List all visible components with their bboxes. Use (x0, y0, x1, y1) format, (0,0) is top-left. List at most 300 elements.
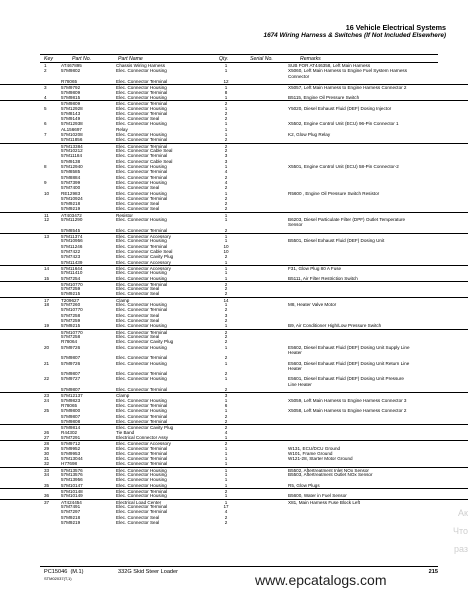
part-name: Elec. Connector Seal (116, 318, 160, 323)
side-watermark-2: Что (452, 526, 468, 536)
quantity: 6 (224, 403, 228, 408)
footer-title: 332G Skid Steer Loader (118, 569, 179, 575)
row-key: 11 (44, 212, 49, 218)
quantity: 3 (224, 158, 228, 164)
row-key: 31 (44, 456, 50, 462)
part-name: Elec. Connector Housing (116, 275, 167, 281)
part-name: Elec. Connector Housing (116, 477, 167, 483)
row-key: 6 (44, 121, 47, 127)
part-number: 57M10956 (61, 238, 83, 244)
quantity: 1 (224, 408, 228, 414)
part-name: Elec. Connector Terminal (116, 227, 168, 233)
part-number: 57M13956 (61, 477, 83, 483)
part-name: Clamp (116, 297, 130, 303)
part-name: Elec. Connector Cavity Plug (116, 339, 174, 345)
section-title: 16 Vehicle Electrical Systems (345, 23, 446, 32)
part-number: 57M9807 (61, 413, 81, 419)
row-key: 4 (44, 94, 47, 100)
part-name: Elec. Connector Terminal (116, 445, 168, 451)
quantity: 1 (224, 121, 228, 127)
part-number: 57M11439 (61, 259, 83, 265)
part-name: Elec. Connector Housing (116, 179, 167, 185)
quantity: 1 (224, 456, 228, 462)
remarks: Y5020, Diesel Exhaust Fluid (DEF) Dosing Injector (288, 105, 392, 111)
col-part-name: Part Name (118, 56, 143, 62)
part-name: Elec. Connector Housing (116, 68, 167, 74)
part-number: 57M8143 (61, 110, 81, 116)
quantity: 2 (224, 371, 228, 377)
part-name: Elec. Connector Housing (116, 323, 167, 329)
quantity: 1 (224, 434, 228, 440)
part-number: 57M9800 (61, 408, 81, 414)
part-number: 57M9727 (61, 376, 81, 382)
remarks: R5600 , Engine Oil Pressure Switch Resistor (288, 190, 380, 196)
quantity: 2 (224, 201, 228, 207)
part-name: Elec. Connector Accessory (116, 265, 171, 271)
remarks: B5501, Diesel Exhaust Fluid (DEF) Dosing Unit (288, 238, 385, 244)
part-number: 57M10770 (61, 329, 83, 335)
quantity: 3 (224, 393, 228, 399)
part-name: Elec. Connector Housing (116, 493, 167, 499)
part-number: 57M11644 (61, 265, 83, 271)
part-number: 57M9712 (61, 441, 81, 447)
page-footer (0, 566, 468, 590)
row-key: 29 (44, 445, 50, 451)
part-number: 57M7291 (61, 434, 81, 440)
part-number: 57M7258 (61, 333, 81, 339)
col-remarks: Remarks (300, 56, 321, 62)
quantity: 8 (224, 89, 228, 95)
part-number: 57M12938 (61, 121, 83, 127)
part-number: R78065 (61, 403, 78, 408)
remarks: Heater (288, 365, 302, 371)
parts-table (0, 63, 468, 525)
remarks: E5601, Diesel Exhaust Fluid (DEF) Dosing Unit Pressure (288, 376, 404, 382)
part-number: AT424454 (61, 499, 82, 505)
quantity: 2 (224, 101, 228, 107)
row-key: 14 (44, 265, 50, 271)
part-number: R44302 (61, 429, 78, 435)
part-name: Elec. Connector Terminal (116, 418, 168, 424)
part-number: 57M7400 (61, 185, 81, 191)
part-name: Elec. Connector Housing (116, 163, 167, 169)
row-key: 19 (44, 323, 50, 329)
part-name: Elec. Connector Terminal (116, 153, 168, 159)
part-name: Elec. Connector Terminal (116, 143, 168, 149)
quantity: 2 (224, 441, 228, 447)
part-number: 57M10208 (61, 132, 83, 138)
quantity: 2 (224, 318, 228, 323)
part-name: Elec. Connector Housing (116, 238, 167, 244)
remarks: B6203, Diesel Particulate Filter (DPF) Outlet Temperature (288, 217, 406, 223)
part-name: Elec. Connector Housing (116, 302, 167, 308)
remarks: B5600, Water in Fuel Sensor (288, 493, 347, 499)
part-name: Elec. Connector Cavity Plug (116, 254, 174, 260)
part-number: 57M10924 (61, 195, 83, 201)
part-name: Elec. Connector Terminal (116, 355, 168, 361)
part-number: 57M9809 (61, 101, 81, 107)
quantity: 1 (224, 238, 228, 244)
part-number: 57M11410 (61, 270, 83, 276)
part-number: 57M10148 (61, 489, 83, 494)
quantity: 1 (224, 467, 228, 473)
row-key: 9 (44, 179, 47, 185)
remarks: W101, Frame Ground (288, 450, 333, 456)
quantity: 1 (224, 397, 228, 403)
quantity: 2 (224, 291, 228, 297)
row-key: 36 (44, 493, 50, 499)
part-number: 57M9215 (61, 323, 81, 329)
part-number: 57M13044 (61, 456, 83, 462)
part-number: 57M9953 (61, 450, 81, 456)
quantity: 10 (223, 243, 229, 249)
part-name: Resistor (116, 212, 133, 218)
remarks: B5111, Air Filter Restriction Switch (288, 275, 358, 281)
remarks: X5501, Engine Control Unit (ECU) 58-Pin Connector-2 (288, 163, 399, 169)
quantity: 1 (224, 472, 228, 478)
part-number: 57M7259 (61, 286, 81, 292)
quantity: 2 (224, 174, 228, 180)
part-number: 57M10212 (61, 148, 83, 153)
part-name: Elec. Connector Terminal (116, 137, 168, 143)
part-name: Elec. Connector Housing (116, 217, 167, 223)
part-name: Elec. Connector Seal (116, 286, 160, 292)
quantity: 10 (223, 248, 229, 254)
part-number: 57M9149 (61, 116, 81, 122)
part-number: 57M9218 (61, 514, 81, 520)
row-key: 28 (44, 441, 50, 447)
part-name: Elec. Connector Seal (116, 514, 160, 520)
part-name: Elec. Connector Terminal (116, 403, 168, 408)
quantity: 1 (224, 132, 228, 138)
part-name: Elec. Connector Terminal (116, 503, 168, 509)
part-name: Elec. Connector Cable Seal (116, 148, 173, 153)
part-number: 57M11290 (61, 217, 83, 223)
quantity: 2 (224, 185, 228, 191)
part-name: Elec. Connector Terminal (116, 89, 168, 95)
quantity: 1 (224, 234, 228, 239)
part-number: 57M9792 (61, 85, 81, 91)
remarks: M8, Heater Valve Motor (288, 302, 337, 308)
quantity: 4 (224, 509, 228, 515)
part-number: AT467895 (61, 63, 82, 68)
part-number: 57M8545 (61, 227, 81, 233)
quantity: 2 (224, 116, 228, 122)
part-name: Elec. Connector Terminal (116, 243, 168, 249)
part-name: Elec. Connector Terminal (116, 371, 168, 377)
part-name: Chassis Wiring Harness (116, 63, 166, 68)
part-number: 57M12940 (61, 163, 83, 169)
quantity: 17 (223, 503, 229, 509)
part-number: 57M8585 (61, 169, 81, 175)
quantity: 4 (224, 429, 228, 435)
part-number: 57M12137 (61, 393, 83, 399)
quantity: 4 (224, 179, 228, 185)
part-name: Electrical Load Center (116, 499, 162, 505)
col-serial-no: Serial No. (250, 56, 273, 62)
remarks: Heater (288, 349, 302, 355)
remarks: W121-28, Starter Motor Ground (288, 456, 353, 462)
row-key: 20 (44, 344, 50, 350)
remarks: SUB FOR AT446358, Left Main Harness (288, 63, 371, 68)
part-number: H77698 (61, 461, 78, 467)
part-number: 57M9215 (61, 291, 81, 297)
quantity: 2 (224, 254, 228, 260)
site-watermark: www.epcatalogs.com (255, 572, 387, 588)
quantity: 12 (223, 78, 229, 84)
part-name: Elec. Connector Cable Seal (116, 158, 173, 164)
remarks: F31, Glow Plug 80 A Fuse (288, 265, 342, 271)
quantity: 1 (224, 265, 228, 271)
part-name: Elec. Connector Housing (116, 105, 167, 111)
part-name: Elec. Connector Terminal (116, 78, 168, 84)
quantity: 1 (224, 302, 228, 308)
row-key: 23 (44, 393, 50, 399)
quantity: 2 (224, 514, 228, 520)
row-key: 27 (44, 434, 50, 440)
part-number: 57M11856 (61, 137, 83, 143)
quantity: 1 (224, 68, 228, 74)
quantity: 2 (224, 206, 228, 212)
subsection-title: 1674 Wiring Harness & Switches (If Not Included Elsewhere) (263, 32, 446, 39)
part-name: Elec. Connector Housing (116, 132, 167, 138)
col-part-no: Part No. (72, 56, 92, 62)
quantity: 2 (224, 413, 228, 419)
remarks: X5057, Left Main Harness to Engine Harness Connector 2 (288, 85, 407, 91)
part-number: 57M9138 (61, 158, 81, 164)
row-key: 3 (44, 85, 47, 91)
part-number: 57M7422 (61, 248, 81, 254)
part-name: Elec. Connector Housing (116, 360, 167, 366)
quantity: 3 (224, 153, 228, 159)
part-number: 57M8884 (61, 174, 81, 180)
part-number: 57M7297 (61, 509, 81, 515)
part-name: Elec. Connector Seal (116, 312, 160, 318)
part-name: Elec. Connector Terminal (116, 456, 168, 462)
part-number: 57M11374 (61, 234, 83, 239)
part-name: Clamp (116, 393, 130, 399)
quantity: 1 (224, 63, 228, 68)
part-number: 57M7254 (61, 275, 81, 281)
quantity: 1 (224, 482, 228, 488)
row-key: 15 (44, 275, 50, 281)
part-number: 57M9823 (61, 397, 81, 403)
part-name: Elec. Connector Housing (116, 376, 167, 382)
quantity: 2 (224, 227, 228, 233)
part-name: Elec. Connector Terminal (116, 110, 168, 116)
row-key: 32 (44, 461, 50, 467)
part-number: 57M9809 (61, 89, 81, 95)
part-number: 57M9807 (61, 387, 81, 393)
part-name: Elec. Connector Housing (116, 190, 167, 196)
remarks: Line Heater (288, 381, 312, 387)
part-number: 57M13576 (61, 467, 83, 473)
part-number: 57M7423 (61, 254, 81, 260)
part-name: Relay (116, 126, 128, 132)
quantity: 1 (224, 450, 228, 456)
part-name: Electrical Connector Assy (116, 434, 169, 440)
part-number: 57M7258 (61, 312, 81, 318)
quantity: 4 (224, 169, 228, 175)
row-key: 2 (44, 68, 47, 74)
part-name: Elec. Connector Housing (116, 121, 167, 127)
quantity: 1 (224, 126, 228, 132)
part-name: Elec. Connector Housing (116, 344, 167, 350)
part-number: R78064 (61, 339, 78, 345)
part-number: 57M12928 (61, 105, 83, 111)
part-number: 57M7399 (61, 179, 81, 185)
row-key: 1 (44, 63, 47, 68)
footer-catalog: PC15046 (M.1) (44, 569, 84, 575)
quantity: 1 (224, 94, 228, 100)
quantity: 2 (224, 148, 228, 153)
part-number: 57M9726 (61, 344, 81, 350)
part-name: Elec. Connector Accessory (116, 441, 171, 447)
part-name: Elec. Connector Terminal (116, 461, 168, 467)
part-number: 57M7260 (61, 302, 81, 308)
part-number: 57M9815 (61, 94, 81, 100)
part-name: Elec. Connector Accessory (116, 259, 171, 265)
quantity: 1 (224, 259, 228, 265)
row-key: 7 (44, 132, 47, 138)
part-name: Elec. Connector Terminal (116, 413, 168, 419)
part-number: 57M9802 (61, 68, 81, 74)
part-name: Elec. Connector Housing (116, 397, 167, 403)
header-rule (40, 54, 438, 55)
page-header (264, 24, 446, 39)
part-name: Elec. Connector Terminal (116, 195, 168, 201)
part-name: Elec. Connector Terminal (116, 450, 168, 456)
part-number: 57M9808 (61, 418, 81, 424)
quantity: 2 (224, 110, 228, 116)
remarks: B5115, Engine Oil Pressure Switch (288, 94, 360, 100)
quantity: 2 (224, 333, 228, 339)
part-name: Elec. Connector Housing (116, 270, 167, 276)
row-key: 26 (44, 429, 50, 435)
part-name: Elec. Connector Accessory (116, 234, 171, 239)
part-number: T209627 (61, 297, 80, 303)
part-number: 57M13384 (61, 143, 83, 149)
quantity: 1 (224, 461, 228, 467)
row-key: 34 (44, 472, 50, 478)
col-key: Key (44, 56, 53, 62)
part-name: Elec. Connector Terminal (116, 281, 168, 287)
row-key: 22 (44, 376, 50, 382)
row-key: 37 (44, 499, 50, 505)
part-number: 57M9726 (61, 360, 81, 366)
remarks: R5, Glow Plugs (288, 482, 320, 488)
row-key: 5 (44, 105, 47, 111)
part-name: Elec. Connector Seal (116, 291, 160, 297)
quantity: 1 (224, 163, 228, 169)
footer-rule (40, 566, 438, 567)
part-number: 57M7491 (61, 503, 81, 509)
part-name: Elec. Connector Housing (116, 467, 167, 473)
part-name: Elec. Connector Housing (116, 85, 167, 91)
quantity: 1 (224, 212, 228, 218)
quantity: 2 (224, 418, 228, 424)
part-number: AT403472 (61, 212, 82, 218)
quantity: 2 (224, 387, 228, 393)
part-number: 57M10147 (61, 482, 83, 488)
part-number: 57M9218 (61, 201, 81, 207)
part-name: Elec. Connector Housing (116, 472, 167, 478)
quantity: 2 (224, 281, 228, 287)
part-name: Elec. Connector Seal (116, 519, 160, 525)
remarks: X81, Main Harness Fuse Block Left (288, 499, 361, 505)
quantity: 2 (224, 137, 228, 143)
part-number: 57M11184 (61, 153, 83, 159)
row-key: 10 (44, 190, 50, 196)
row-key: 35 (44, 482, 50, 488)
quantity: 1 (224, 493, 228, 499)
part-number: 57M9219 (61, 206, 81, 212)
row-key: 30 (44, 450, 50, 456)
remarks: X5060, Left Main Harness to Engine Fuel System Harness (288, 68, 407, 74)
part-number: 57M11246 (61, 243, 83, 249)
quantity: 1 (224, 85, 228, 91)
row-key: 8 (44, 163, 47, 169)
quantity: 2 (224, 307, 228, 313)
part-number: 57M10770 (61, 307, 83, 313)
part-name: Elec. Connector Terminal (116, 169, 168, 175)
part-name: Elec. Connector Terminal (116, 489, 168, 494)
remarks: X5058, Left Main Harness to Engine Harness Connector 2 (288, 408, 407, 414)
quantity: 1 (224, 360, 228, 366)
quantity: 1 (224, 217, 228, 223)
row-key: 18 (44, 302, 50, 308)
part-name: Elec. Connector Seal (116, 206, 160, 212)
part-name: Elec. Connector Housing (116, 482, 167, 488)
table-row (0, 520, 468, 525)
part-name: Elec. Connector Housing (116, 94, 167, 100)
side-watermark-1: Ак (458, 508, 468, 518)
remarks: K2, Glow Plug Relay (288, 132, 331, 138)
part-number: 57M9807 (61, 371, 81, 377)
part-name: Elec. Connector Cable Seal (116, 248, 173, 254)
part-number: 57M9807 (61, 355, 81, 361)
row-key: 13 (44, 234, 50, 239)
part-number: RE12983 (61, 190, 81, 196)
part-name: Elec. Connector Terminal (116, 307, 168, 313)
side-watermark-3: раз (453, 544, 468, 554)
part-number: 57M9814 (61, 425, 81, 431)
row-key: 24 (44, 397, 50, 403)
remarks: B5503, Aftertreatment Outlet NOx Sensor (288, 472, 373, 478)
quantity: 1 (224, 275, 228, 281)
row-key: 33 (44, 467, 50, 473)
part-number: 57M9952 (61, 445, 81, 451)
quantity: 1 (224, 105, 228, 111)
quantity: 2 (224, 339, 228, 345)
remarks: Connector (288, 73, 310, 79)
quantity: 2 (224, 195, 228, 201)
part-name: Elec. Connector Terminal (116, 101, 168, 107)
remarks: W131, ECU/DCU Ground (288, 445, 341, 451)
part-name: Tie Band (116, 429, 135, 435)
part-name: Elec. Connector Seal (116, 185, 160, 191)
part-name: Elec. Connector Terminal (116, 387, 168, 393)
part-number: 57M7259 (61, 318, 81, 323)
quantity: 3 (224, 312, 228, 318)
quantity: 2 (224, 329, 228, 335)
quantity: 1 (224, 445, 228, 451)
part-number: 57M13576 (61, 472, 83, 478)
part-number: R78065 (61, 78, 78, 84)
part-number: AL156697 (61, 126, 82, 132)
quantity: 14 (223, 297, 229, 303)
quantity: 2 (224, 489, 228, 494)
